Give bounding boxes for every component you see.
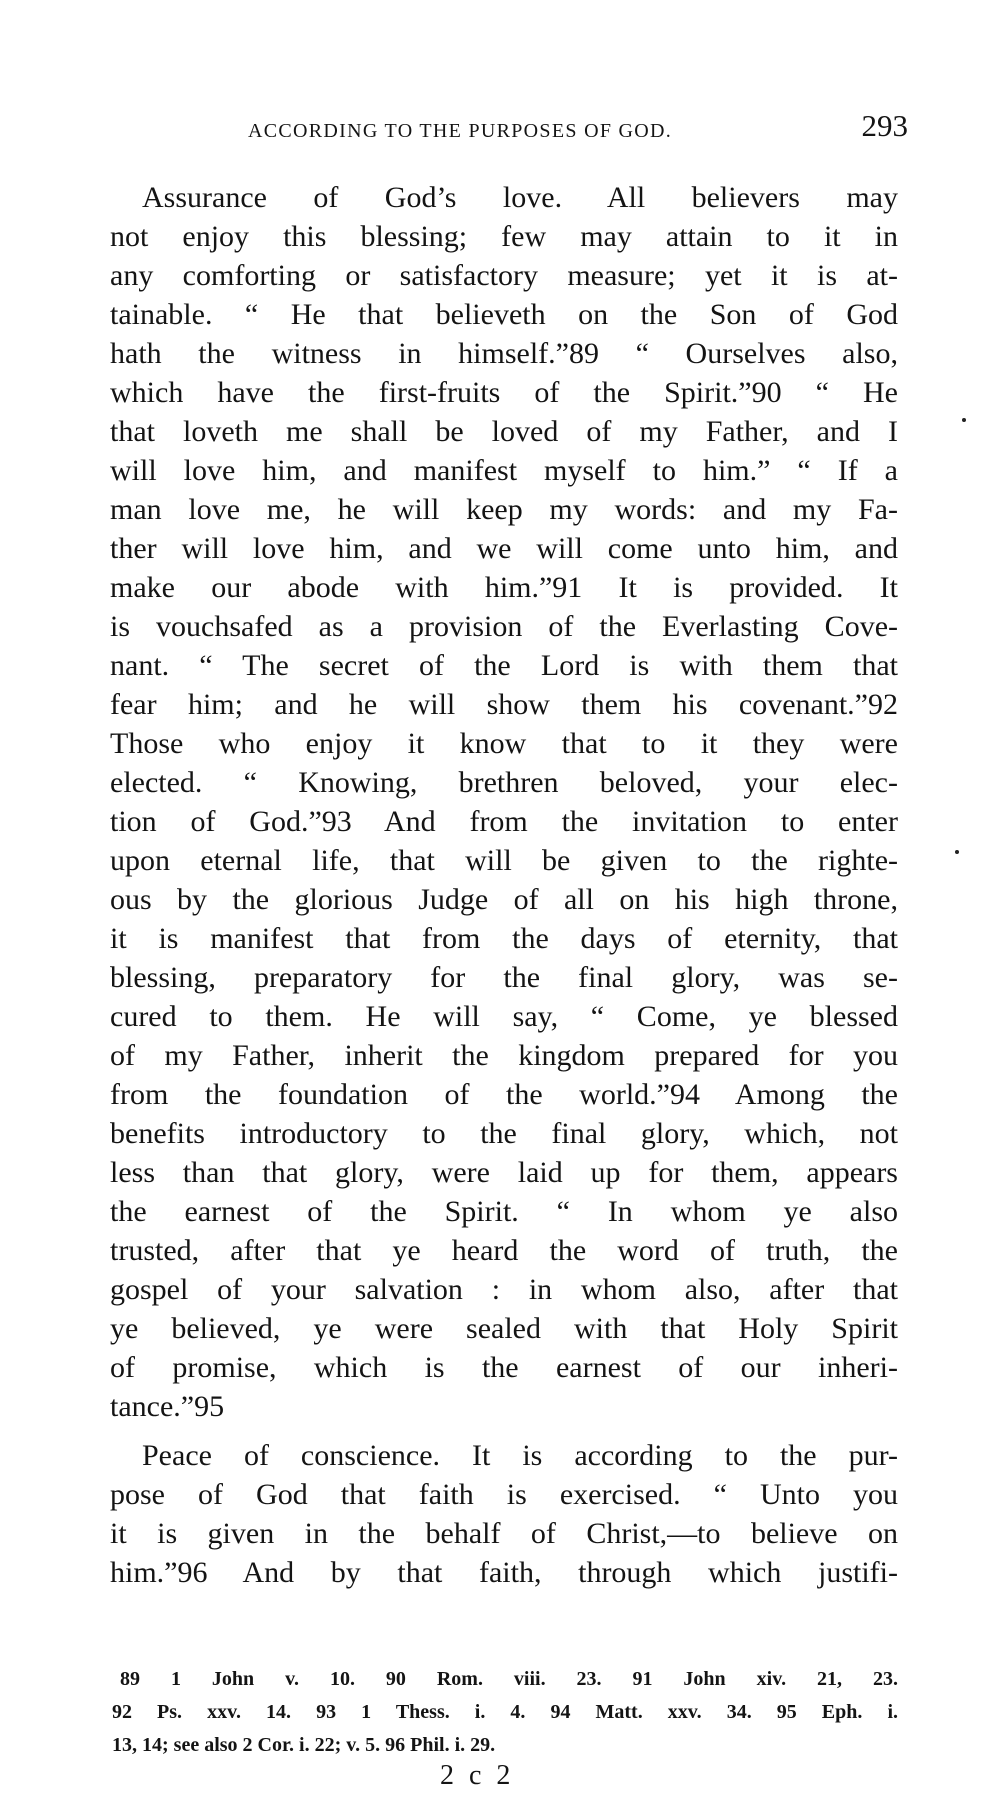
text-line: make our abode with him.”91 It is provided. It — [110, 571, 898, 604]
text-line: blessing, preparatory for the final glory, was se- — [110, 961, 898, 994]
text-line: hath the witness in himself.”89 “ Ourselves also, — [110, 337, 898, 370]
text-line: man love me, he will keep my words: and my Fa- — [110, 493, 898, 526]
text-line: is vouchsafed as a provision of the Everlasting Cove- — [110, 610, 898, 643]
footnotes — [112, 1663, 898, 1762]
body-text — [110, 178, 898, 1592]
text-line: it is given in the behalf of Christ,—to believe on — [110, 1517, 898, 1550]
paragraph-gap — [110, 1426, 898, 1436]
text-line: will love him, and manifest myself to him.” “ If a — [110, 454, 898, 487]
text-line: fear him; and he will show them his covenant.”92 — [110, 688, 898, 721]
text-line: any comforting or satisfactory measure; yet it is at- — [110, 259, 898, 292]
text-line: less than that glory, were laid up for them, appears — [110, 1156, 898, 1189]
text-line: it is manifest that from the days of eternity, that — [110, 922, 898, 955]
text-line: pose of God that faith is exercised. “ Unto you — [110, 1478, 898, 1511]
page-header — [118, 108, 918, 148]
text-line: ther will love him, and we will come unto him, and — [110, 532, 898, 565]
text-line: cured to them. He will say, “ Come, ye blessed — [110, 1000, 898, 1033]
text-line: Assurance of God’s love. All believers may — [142, 181, 898, 214]
text-line: not enjoy this blessing; few may attain to it in — [110, 220, 898, 253]
text-line: which have the first-fruits of the Spirit.”90 “ He — [110, 376, 898, 409]
text-line: tion of God.”93 And from the invitation to enter — [110, 805, 898, 838]
text-line: Those who enjoy it know that to it they were — [110, 727, 898, 760]
text-line: ous by the glorious Judge of all on his high throne, — [110, 883, 898, 916]
text-line: trusted, after that ye heard the word of truth, the — [110, 1234, 898, 1267]
text-line: tance.”95 — [110, 1390, 225, 1423]
text-line: Peace of conscience. It is according to the pur- — [142, 1439, 898, 1472]
text-line: tainable. “ He that believeth on the Son of God — [110, 298, 898, 331]
text-line: elected. “ Knowing, brethren beloved, your elec- — [110, 766, 898, 799]
paragraph-assurance — [110, 178, 898, 1426]
text-line: that loveth me shall be loved of my Father, and I — [110, 415, 898, 448]
footnote-line: 13, 14; see also 2 Cor. i. 22; v. 5. 96 Phil. i. 29. — [112, 1734, 496, 1756]
text-line: nant. “ The secret of the Lord is with them that — [110, 649, 898, 682]
print-speck — [955, 850, 959, 854]
footnote-line: 89 1 John v. 10. 90 Rom. viii. 23. 91 John xiv. 21, 23. — [120, 1668, 898, 1690]
text-line: of promise, which is the earnest of our inheri- — [110, 1351, 898, 1384]
text-line: from the foundation of the world.”94 Among the — [110, 1078, 898, 1111]
text-line: ye believed, ye were sealed with that Holy Spirit — [110, 1312, 898, 1345]
text-line: the earnest of the Spirit. “ In whom ye also — [110, 1195, 898, 1228]
page-number: 293 — [861, 108, 908, 143]
text-line: upon eternal life, that will be given to the righte- — [110, 844, 898, 877]
text-line: him.”96 And by that faith, through which justifi- — [110, 1556, 898, 1589]
signature-mark: 2 c 2 — [440, 1760, 515, 1791]
footnote-line: 92 Ps. xxv. 14. 93 1 Thess. i. 4. 94 Matt. xxv. 34. 95 Eph. i. — [112, 1701, 898, 1723]
text-line: benefits introductory to the final glory, which, not — [110, 1117, 898, 1150]
print-speck — [962, 418, 966, 422]
text-line: of my Father, inherit the kingdom prepared for you — [110, 1039, 898, 1072]
text-line: gospel of your salvation : in whom also, after that — [110, 1273, 898, 1306]
running-title: ACCORDING TO THE PURPOSES OF GOD. — [248, 120, 673, 142]
paragraph-peace-of-conscience — [110, 1436, 898, 1592]
